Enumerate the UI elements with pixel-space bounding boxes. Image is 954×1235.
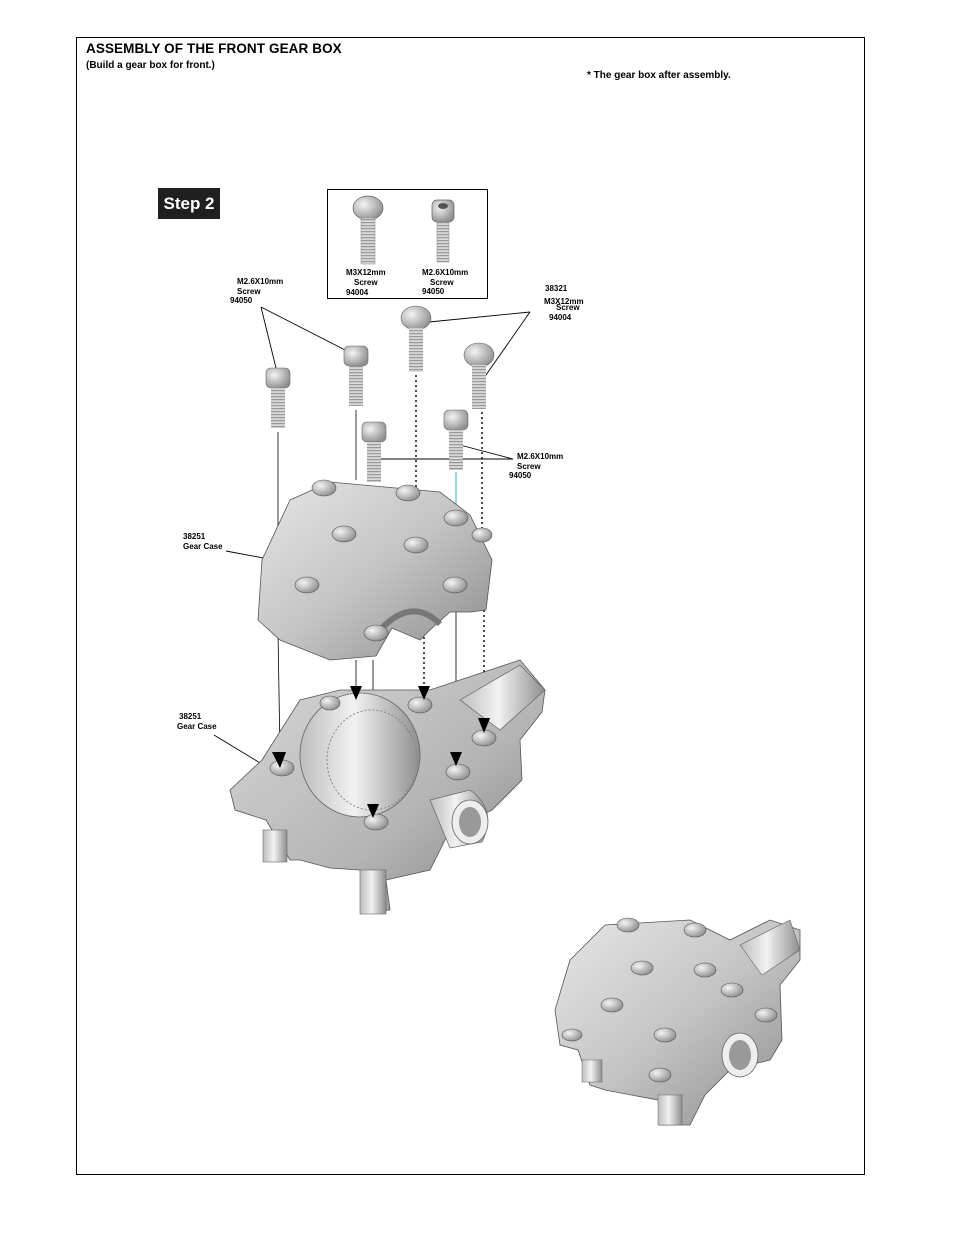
step-badge: Step 2 bbox=[158, 188, 220, 219]
callout-top-right-screw: 38321 M3X12mm Screw 94004 bbox=[544, 284, 584, 322]
legend-label-m3: M3X12mm Screw 94004 bbox=[346, 268, 386, 297]
screw-icon bbox=[266, 368, 290, 428]
after-assembly-note: * The gear box after assembly. bbox=[587, 70, 731, 81]
lower-gear-case bbox=[230, 660, 545, 914]
screw-icon bbox=[344, 346, 368, 406]
screw-icon bbox=[464, 343, 494, 409]
legend-screw-m26-icon bbox=[432, 200, 454, 262]
screw-icon bbox=[362, 422, 386, 482]
page-subtitle: (Build a gear box for front.) bbox=[86, 60, 215, 71]
page-title: ASSEMBLY OF THE FRONT GEAR BOX bbox=[86, 41, 342, 56]
screw-icon bbox=[444, 410, 468, 470]
screw-icon bbox=[401, 306, 431, 372]
callout-upper-gear-case: 38251 Gear Case bbox=[183, 532, 223, 551]
callout-top-left-screw: M2.6X10mm Screw 94050 bbox=[230, 277, 284, 305]
callout-lower-gear-case: 38251 Gear Case bbox=[177, 712, 217, 731]
callout-mid-right-screw: M2.6X10mm Screw 94050 bbox=[509, 452, 564, 480]
legend-label-m26: M2.6X10mm Screw 94050 bbox=[422, 268, 469, 296]
assembled-gearbox bbox=[555, 918, 800, 1125]
legend-screw-m3-icon bbox=[353, 196, 383, 264]
upper-gear-case bbox=[258, 480, 492, 660]
